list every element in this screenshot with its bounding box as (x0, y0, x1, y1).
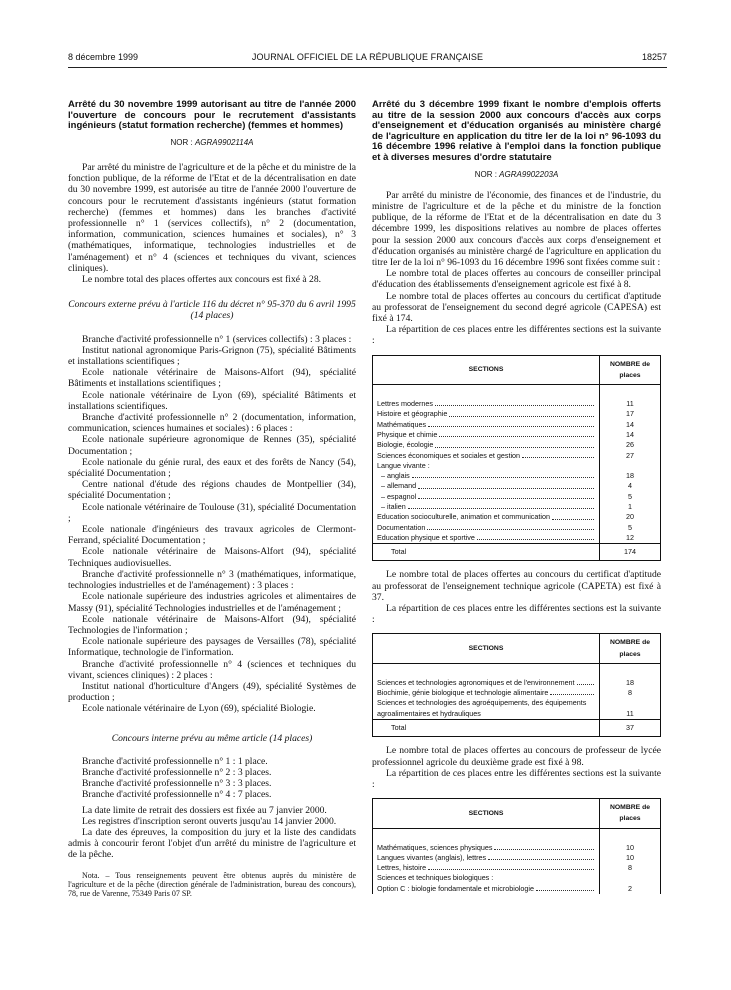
section-cell (373, 523, 600, 533)
header-rule (68, 67, 667, 68)
right-title: Arrêté du 3 décembre 1999 fixant le nombre d'emplois offerts au titre de la session 2000 aux concours d'accès aux corps d'enseignement et d'éducation organisés au ministère chargé de l'agriculture en application du titre Ier de la loi n° 96-1093 du 16 décembre 1996 relative à l'emploi dans la fonction publique et à diverses mesures d'ordre statutaire (372, 99, 661, 163)
right-column (372, 100, 661, 894)
external-item: Ecole nationale vétérinaire de Lyon (69), spécialité Bâtiments et installations scientifiques. (68, 389, 356, 412)
table-head-nombre: NOMBRE de places (600, 355, 661, 384)
section-label: Lettres modernes (377, 399, 433, 409)
places-cell: 2 (600, 884, 661, 894)
section-label: Sciences et techniques biologiques : (377, 873, 494, 883)
section-cell (373, 678, 600, 688)
left-title: Arrêté du 30 novembre 1999 autorisant au titre de l'année 2000 l'ouverture de concours pour le recrutement d'assistants ingénieurs (statut formation recherche) (femmes et hommes) (68, 99, 356, 132)
right-plp: Le nombre total de places offertes au concours de professeur de lycée professionnel agricole du deuxième grade est fixé à 98. (372, 745, 661, 768)
external-item: Ecole nationale supérieure des paysages de Versailles (78), spécialité Informatique, technologie de l'information. (68, 636, 356, 659)
total-label: Total (373, 720, 600, 737)
external-item: Ecole nationale d'ingénieurs des travaux agricoles de Clermont-Ferrand, spécialité Documentation ; (68, 524, 356, 547)
left-total: Le nombre total des places offertes aux concours est fixé à 28. (82, 274, 322, 286)
table-row (373, 430, 661, 440)
section-label: Physique et chimie (377, 429, 438, 439)
places-cell: 10 (600, 843, 661, 853)
section-label: Documentation (377, 522, 426, 532)
right-nor-label: NOR : (474, 169, 497, 179)
section-cell (373, 502, 600, 512)
places-cell: 1 (600, 502, 661, 512)
section-cell (373, 471, 600, 481)
table-row (373, 678, 661, 688)
places-cell (600, 873, 661, 883)
table-row (373, 492, 661, 502)
internal-item: Branche d'activité professionnelle n° 1 : 1 place. (82, 755, 268, 767)
table-row (373, 420, 661, 430)
section-cell (373, 481, 600, 491)
external-item: Ecole nationale supérieure agronomique de Rennes (35), spécialité Documentation ; (68, 434, 356, 457)
section-cell (373, 512, 600, 522)
places-cell: 18 (600, 678, 661, 688)
table-row (373, 863, 661, 873)
section-cell (373, 698, 600, 719)
external-item: Institut national d'horticulture d'Angers (49), spécialité Systèmes de production ; (68, 680, 356, 704)
section-label: Biologie, écologie (377, 440, 434, 450)
internal-item: Branche d'activité professionnelle n° 3 : 3 places. (82, 778, 272, 790)
left-column (68, 100, 356, 899)
external-item: Branche d'activité professionnelle n° 3 (mathématiques, informatique, technologies industrielles et de l'aménagement) : 3 places : (68, 568, 356, 592)
section-label: Histoire et géographie (377, 409, 448, 419)
table-row (373, 409, 661, 419)
places-cell: 12 (600, 533, 661, 544)
section-cell (373, 440, 600, 450)
places-cell: 5 (600, 492, 661, 502)
places-cell: 27 (600, 451, 661, 461)
closing-list (68, 805, 356, 861)
section-label: – anglais (381, 471, 410, 481)
section-cell (373, 399, 600, 409)
places-cell: 11 (600, 399, 661, 409)
table-head-nombre: NOMBRE de places (600, 799, 661, 828)
right-capeta: Le nombre total de places offertes au concours du certificat d'aptitude au professorat de l'enseignement technique agricole (CAPETA) est fixé à 37. (372, 569, 661, 603)
external-list (68, 334, 356, 715)
section-cell (373, 873, 600, 883)
page-header (68, 52, 667, 68)
closing-item: La date des épreuves, la composition du jury et la liste des candidats admis à concourir feront l'objet d'un arrêté du ministre de l'agriculture et de la pêche. (68, 826, 356, 861)
section-cell (373, 451, 600, 461)
section-label: Sciences et technologies agronomiques et de l'environnement (377, 677, 575, 687)
section-cell (373, 863, 600, 873)
places-cell: 10 (600, 853, 661, 863)
right-repartition-1: La répartition de ces places entre les différentes sections est la suivante : (372, 324, 661, 347)
section-cell (373, 853, 600, 863)
table-row (373, 884, 661, 894)
table-row (373, 853, 661, 863)
section-label: – espagnol (381, 491, 417, 501)
journal-title: JOURNAL OFFICIEL DE LA RÉPUBLIQUE FRANÇAISE (251, 52, 484, 62)
external-item: Ecole nationale vétérinaire de Lyon (69), spécialité Biologie. (82, 703, 316, 715)
section-label: Sciences et technologies des agroéquipements, des équipements agroalimentaires et hydrauliques (377, 698, 587, 718)
places-cell: 4 (600, 481, 661, 491)
external-item: Institut national agronomique Paris-Grignon (75), spécialité Bâtiments et installations scientifiques ; (68, 344, 356, 368)
right-nor (372, 169, 661, 180)
places-cell (600, 461, 661, 471)
table-row (373, 873, 661, 883)
section-cell (373, 409, 600, 419)
places-cell: 20 (600, 512, 661, 522)
section-label: Biochimie, génie biologique et technologie alimentaire (377, 688, 549, 698)
section-label: Langue vivante : (377, 460, 430, 470)
left-note: Nota. – Tous renseignements peuvent être obtenus auprès du ministère de l'agriculture et de la pêche (direction générale de l'administration, bureau des concours), 78, rue de Varenne, 75349 Paris 07 SP. (68, 870, 356, 899)
section-label: Sciences économiques et sociales et gestion (377, 450, 521, 460)
table-capeta (372, 633, 661, 737)
external-item: Ecole nationale vétérinaire de Toulouse (31), spécialité Documentation ; (68, 501, 356, 524)
section-label: Option C : biologie fondamentale et microbiologie (377, 883, 535, 893)
external-item: Ecole nationale du génie rural, des eaux et des forêts de Nancy (54), spécialité Documentation ; (68, 456, 356, 480)
right-cpe: Le nombre total de places offertes au concours de conseiller principal d'éducation des établissements d'enseignement agricole est fixé à 8. (372, 268, 661, 291)
section-cell (373, 843, 600, 853)
left-intro: Par arrêté du ministre de l'agriculture et de la pêche et du ministre de la fonction publique, de la réforme de l'Etat et de la décentralisation en date du 30 novembre 1999, est autorisée au titre de l'année 2000 l'ouverture de concours pour le recrutement d'assistants ingénieurs (statut formation recherche) (femmes et hommes) dans les branches d'activité professionnelle n° 1 (services collectifs), n° 2 (documentation, information, communication, sciences humaines et sociales), n° 3 (mathématiques, informatique, technologies industrielles et de l'aménagement) et n° 4 (sciences et techniques du vivant, sciences cliniques). (68, 161, 356, 274)
left-nor (68, 137, 356, 148)
right-repartition-2: La répartition de ces places entre les différentes sections est la suivante : (372, 603, 661, 626)
right-intro: Par arrêté du ministre de l'économie, des finances et de l'industrie, du ministre de l'agriculture et de la pêche et du ministre de la fonction publique, de la réforme de l'Etat et de la décentralisation en date du 3 décembre 1999, les dispositions relatives au nombre de places offertes pour la session 2000 aux concours d'accès aux corps d'enseignement et d'éducation organisés au ministère chargé de l'agriculture en application du titre Ier de la loi n° 96-1093 du 16 décembre 1996 sont fixées comme suit : (372, 189, 661, 268)
section-cell (373, 430, 600, 440)
table-plp (372, 798, 661, 894)
total-row (373, 720, 661, 737)
external-item: Ecole nationale vétérinaire de Maisons-Alfort (94), spécialité Technologies de l'information ; (68, 613, 356, 636)
table-head-nombre: NOMBRE de places (600, 634, 661, 663)
section-cell (373, 533, 600, 544)
table-row (373, 502, 661, 512)
left-caption-internal: Concours interne prévu au même article (14 places) (111, 732, 313, 744)
total-value: 37 (600, 720, 661, 737)
header-date: 8 décembre 1999 (68, 52, 139, 62)
total-label: Total (373, 544, 600, 561)
table-row (373, 471, 661, 481)
closing-item: Les registres d'inscription seront ouverts jusqu'au 14 janvier 2000. (82, 815, 337, 827)
places-cell: 26 (600, 440, 661, 450)
internal-list (68, 756, 356, 801)
section-label: Langues vivantes (anglais), lettres (377, 852, 487, 862)
table-row (373, 688, 661, 698)
section-label: – allemand (381, 481, 417, 491)
left-caption-external: Concours externe prévu à l'article 116 du décret n° 95-370 du 6 avril 1995 (14 places) (68, 299, 356, 322)
external-item: Branche d'activité professionnelle n° 2 (documentation, information, communication, sciences humaines et sociales) : 6 places : (68, 412, 356, 435)
total-value: 174 (600, 544, 661, 561)
right-capesa: Le nombre total de places offertes au concours du certificat d'aptitude au professorat de l'enseignement du second degré agricole (CAPESA) est fixé à 174. (372, 290, 661, 324)
places-cell: 14 (600, 420, 661, 430)
left-nor-code: AGRA9902114A (194, 137, 254, 147)
total-row (373, 544, 661, 561)
table-head-sections: SECTIONS (373, 355, 600, 384)
places-cell: 14 (600, 430, 661, 440)
places-cell: 5 (600, 523, 661, 533)
right-repartition-3: La répartition de ces places entre les différentes sections est la suivante : (372, 767, 661, 790)
section-cell (373, 461, 600, 471)
section-cell (373, 884, 600, 894)
table-row (373, 698, 661, 719)
table-row (373, 523, 661, 533)
section-label: – italien (381, 501, 406, 511)
table-row (373, 481, 661, 491)
places-cell: 18 (600, 471, 661, 481)
section-label: Mathématiques (377, 419, 427, 429)
places-cell: 8 (600, 688, 661, 698)
external-item: Branche d'activité professionnelle n° 1 (services collectifs) : 3 places : (82, 333, 352, 345)
table-row (373, 440, 661, 450)
section-label: Mathématiques, sciences physiques (377, 842, 493, 852)
section-label: Lettres, histoire (377, 863, 427, 873)
places-cell: 11 (600, 698, 661, 719)
closing-item: La date limite de retrait des dossiers est fixée au 7 janvier 2000. (82, 804, 327, 816)
external-item: Ecole nationale vétérinaire de Maisons-Alfort (94), spécialité Techniques audiovisuelles. (68, 546, 356, 569)
section-cell (373, 492, 600, 502)
table-head-sections: SECTIONS (373, 799, 600, 828)
table-head-sections: SECTIONS (373, 634, 600, 663)
external-item: Ecole nationale vétérinaire de Maisons-Alfort (94), spécialité Bâtiments et installations scientifiques ; (68, 367, 356, 390)
table-row (373, 533, 661, 544)
external-item: Ecole nationale supérieure des industries agricoles et alimentaires de Massy (91), spécialité Technologies industrielles et de l'aménagement ; (68, 591, 356, 614)
places-cell: 8 (600, 863, 661, 873)
table-row (373, 461, 661, 471)
right-nor-code: AGRA9902203A (499, 169, 559, 179)
section-label: Education socioculturelle, animation et communication (377, 512, 550, 522)
internal-item: Branche d'activité professionnelle n° 2 : 3 places. (82, 766, 272, 778)
external-item: Branche d'activité professionnelle n° 4 (sciences et techniques du vivant, sciences cliniques) : 2 places : (68, 658, 356, 681)
table-row (373, 843, 661, 853)
section-cell (373, 688, 600, 698)
section-cell (373, 420, 600, 430)
page-number: 18257 (641, 52, 667, 62)
table-row (373, 399, 661, 409)
table-row (373, 512, 661, 522)
places-cell: 17 (600, 409, 661, 419)
section-label: Education physique et sportive (377, 532, 475, 542)
left-nor-label: NOR : (170, 137, 193, 147)
table-row (373, 451, 661, 461)
table-capesa (372, 355, 661, 562)
internal-item: Branche d'activité professionnelle n° 4 : 7 places. (82, 789, 272, 801)
external-item: Centre national d'étude des régions chaudes de Montpellier (34), spécialité Documentation ; (68, 479, 356, 502)
